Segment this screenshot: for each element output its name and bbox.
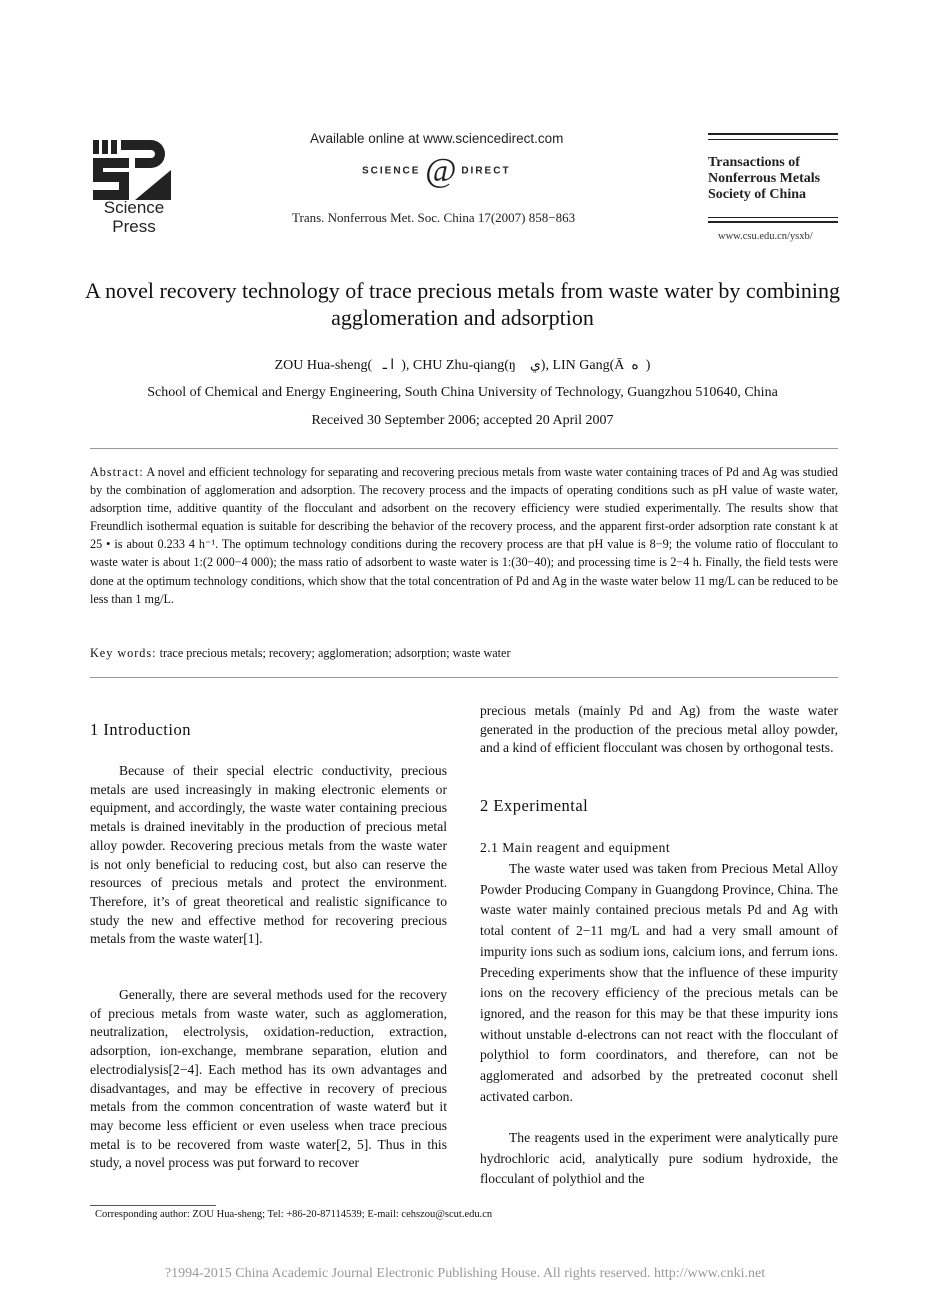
publisher-name: Science Press: [103, 198, 165, 236]
section-heading: 2 Experimental: [480, 796, 589, 815]
journal-citation: Trans. Nonferrous Met. Soc. China 17(2007) 858−863: [292, 210, 576, 225]
abstract: [90, 463, 838, 608]
journal-name: [708, 155, 820, 203]
section-heading: 1 Introduction: [90, 720, 191, 739]
paragraph: Generally, there are several methods used for the recovery of precious metals from waste water, such as agglomeration, neutralization, electrolysis, oxidation-reduction, extraction, adsorption, ion-exchange, membrane separation, elution and electrodialysis[2−4]. Each method has its own advantages and disadvantages, and may be effective in recovery of precious metals from the common concentration of waste waterđ but it may become less efficient or even useless when trace precious metal is to be recovered from waste water[2, 5]. Thus in this study, a novel process was put forward to recover: [90, 987, 447, 1171]
received-dates: Received 30 September 2006; accepted 20 April 2007: [311, 413, 614, 428]
keywords-label: Key words:: [90, 646, 157, 660]
sciencedirect-logo: [362, 152, 511, 190]
abstract-label: Abstract:: [90, 465, 144, 479]
science-press-logo-icon: [93, 140, 173, 200]
journal-line: Nonferrous Metals: [708, 171, 821, 186]
availability-note: Available online at www.sciencedirect.com: [310, 131, 564, 146]
keywords: [90, 646, 838, 661]
paper-title: A novel recovery technology of trace precious metals from waste water by combining agglomeration and adsorption: [84, 278, 841, 330]
logo-word: DIRECT: [461, 165, 511, 177]
keywords-text: trace precious metals; recovery; agglomeration; adsorption; waste water: [159, 646, 511, 660]
divider: [708, 139, 838, 140]
paragraph: Because of their special electric conductivity, precious metals are used increasingly in making electronic elements or equipment, and accordingly, the waste water containing precious metals is drained inevitably in the production of precious metal alloy powder. Recovering precious metals from the waste water is not only beneficial to reducing cost, but also can reserve the resources of precious metals and protect the environment. Therefore, it’s of great theoretical and realistic significance to study the new and effective method for recovering precious metals from the waste water[1].: [90, 763, 447, 947]
paragraph: precious metals (mainly Pd and Ag) from the waste water generated in the production of the precious metal alloy powder, and a kind of efficient flocculant was chosen by orthogonal tests.: [480, 703, 838, 756]
journal-line: Society of China: [708, 187, 806, 202]
divider: [708, 221, 838, 223]
abstract-text: A novel and efficient technology for separating and recovering precious metals from waste water containing traces of Pd and Ag was studied by the combination of agglomeration and adsorption. The recovery process and the impacts of operating conditions such as pH value of waste water, adsorption time, additive quantity of the flocculant and adsorbent on the recovery efficiency were studied experimentally. The results show that Freundlich isothermal equation is suitable for describing the behavior of the recovery process, and the apparent first-order adsorption rate constant k at 25 • is about 0.233 4 h⁻¹. The optimum technology conditions during the recovery process are that pH value is 8−9; the volume ratio of flocculant to waste water is about 1:(2 000−4 000); the mass ratio of adsorbent to waste water is 1:(30−40); and processing time is 2−4 h. Finally, the field tests were done at the optimum technology conditions, which show that the total concentration of Pd and Ag in the waste water below 11 mg/L can be reduced to be less than 1 mg/L.: [90, 465, 838, 606]
divider: [90, 448, 838, 449]
divider: [90, 677, 838, 678]
footnote-rule: [90, 1205, 216, 1206]
paragraph: The reagents used in the experiment were analytically pure hydrochloric acid, analytically pure sodium hydroxide, the flocculant of polythiol and the: [480, 1130, 838, 1187]
copyright-notice: ?1994-2015 China Academic Journal Electronic Publishing House. All rights reserved. http://www.cnki.net: [164, 1266, 766, 1281]
paragraph: The waste water used was taken from Precious Metal Alloy Powder Producing Company in Guangdong Province, China. The waste water mainly contained precious metals Pd and Ag with total content of 2−11 mg/L and had a very small amount of impurity ions such as sodium ions, calcium ions, and ferrum ions. Preceding experiments show that the influence of these impurity ions on the recovery efficiency of the precious metals can be ignored, and the reason for this may be that these impurity ions without unstable d-electrons can not react with the flocculant of polythiol to form coordinators, and therefore, can not be agglomerated and adsorbed by the pretreated coconut shell activated carbon.: [480, 861, 838, 1104]
journal-line: Transactions of: [708, 155, 800, 170]
journal-url[interactable]: www.csu.edu.cn/ysxb/: [718, 231, 813, 242]
at-icon: @: [425, 152, 457, 189]
divider: [708, 217, 838, 218]
logo-word: SCIENCE: [362, 165, 421, 177]
subsection-heading: 2.1 Main reagent and equipment: [480, 840, 671, 855]
affiliation: School of Chemical and Energy Engineering, South China University of Technology, Guangzhou 510640, China: [147, 385, 778, 400]
divider: [708, 133, 838, 135]
footnote: Corresponding author: ZOU Hua-sheng; Tel: +86-20-87114539; E-mail: cehszou@scut.edu.cn: [95, 1209, 493, 1220]
authors: ZOU Hua-sheng( ا ـ ), CHU Zhu-qiang(ŋ ي), LIN Gang(Ā ه ): [274, 358, 651, 373]
